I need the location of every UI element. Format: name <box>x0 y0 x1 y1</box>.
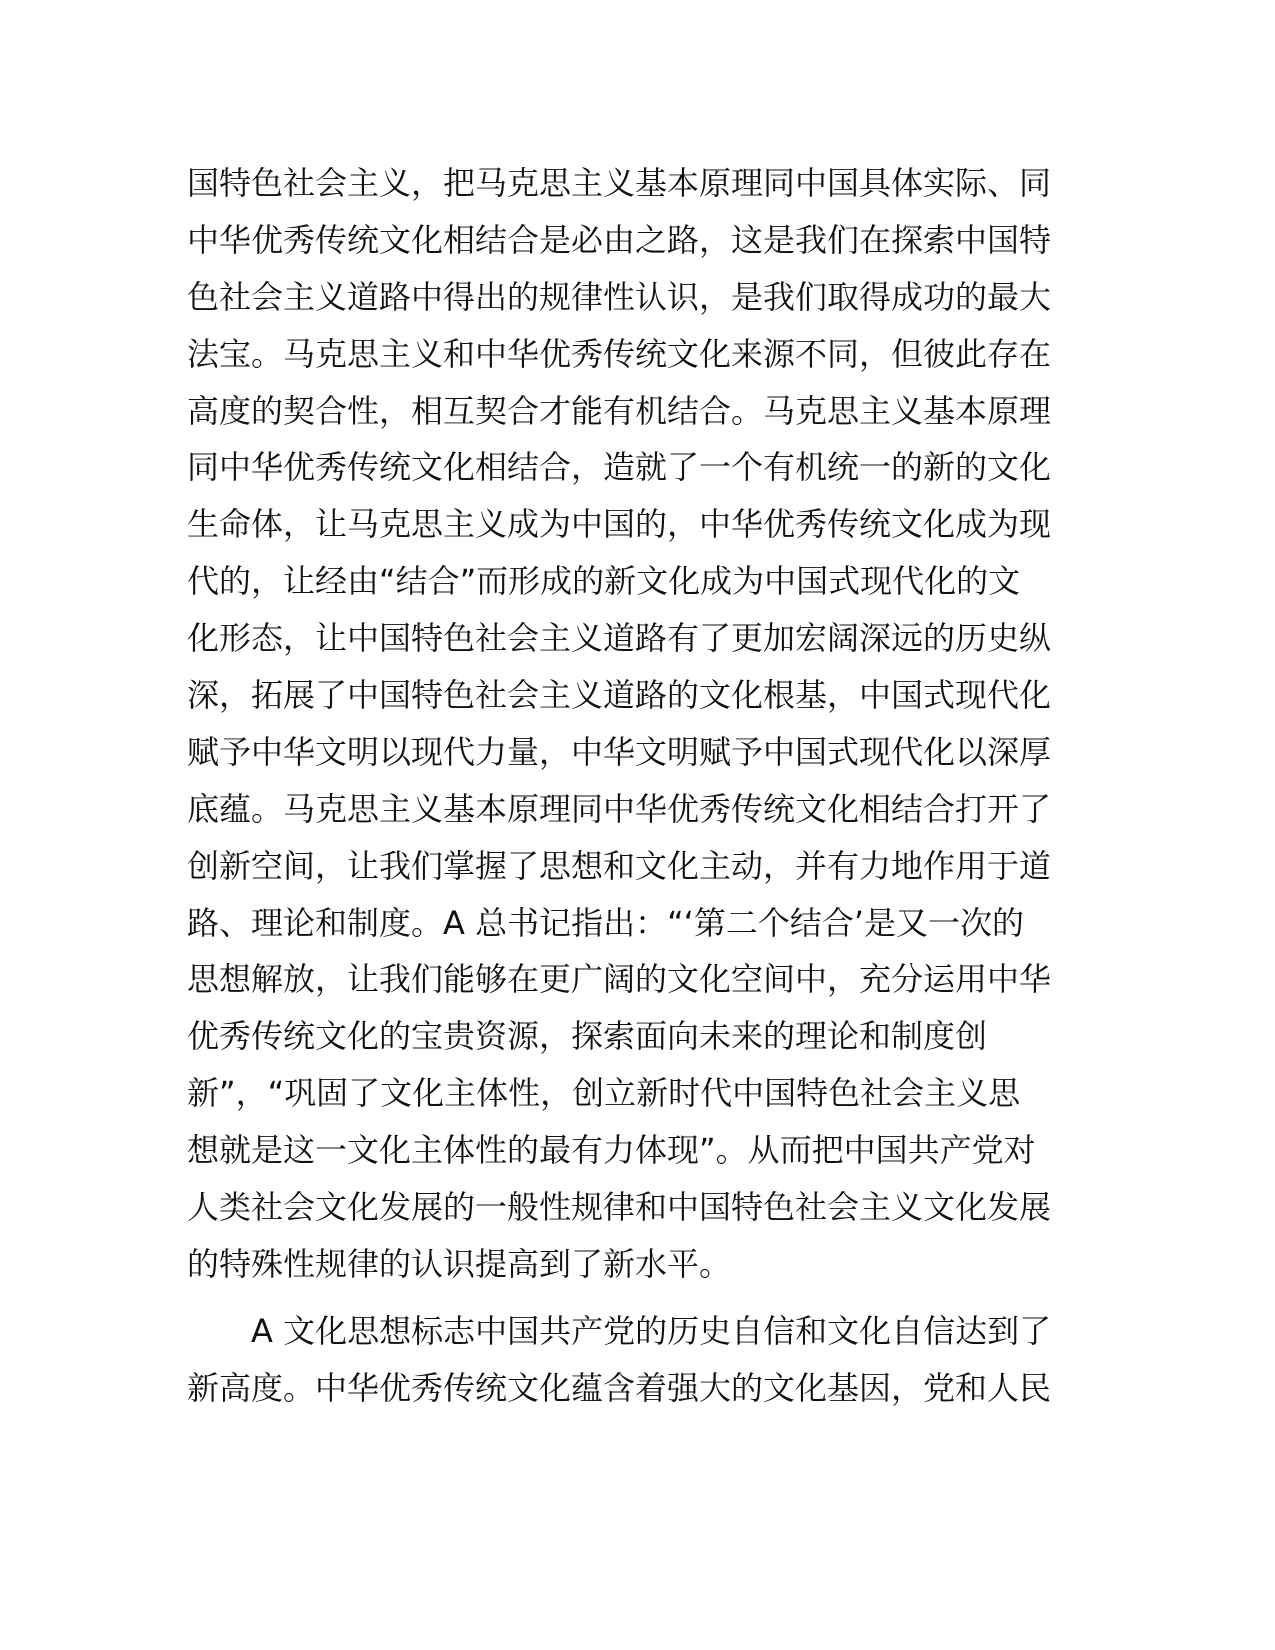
paragraph-1 <box>187 155 1087 1293</box>
text-line: A 文化思想标志中国共产党的历史自信和文化自信达到了 <box>187 1311 1052 1350</box>
text-line: 高度的契合性，相互契合才能有机结合。马克思主义基本原理 <box>187 391 1052 430</box>
text-line: 人类社会文化发展的一般性规律和中国特色社会主义文化发展 <box>187 1188 1052 1227</box>
text-line: 生命体，让马克思主义成为中国的，中华优秀传统文化成为现 <box>187 505 1052 544</box>
body-text <box>187 155 1087 1417</box>
text-line: 底蕴。马克思主义基本原理同中华优秀传统文化相结合打开了 <box>187 789 1052 828</box>
text-line: 化形态，让中国特色社会主义道路有了更加宏阔深远的历史纵 <box>187 619 1052 658</box>
text-line: 代的，让经由“结合”而形成的新文化成为中国式现代化的文 <box>187 562 1021 601</box>
text-line: 赋予中华文明以现代力量，中华文明赋予中国式现代化以深厚 <box>187 732 1052 771</box>
text-line: 深，拓展了中国特色社会主义道路的文化根基，中国式现代化 <box>187 676 1052 715</box>
text-line: 中华优秀传统文化相结合是必由之路，这是我们在探索中国特 <box>187 220 1052 259</box>
text-line: 路、理论和制度。A 总书记指出：“‘第二个结合’是又一次的 <box>187 903 1024 942</box>
text-line: 同中华优秀传统文化相结合，造就了一个有机统一的新的文化 <box>187 448 1052 487</box>
text-line: 的特殊性规律的认识提高到了新水平。 <box>187 1244 732 1283</box>
text-line: 新高度。中华优秀传统文化蕴含着强大的文化基因，党和人民 <box>187 1368 1052 1407</box>
paragraph-gap <box>187 1293 1087 1303</box>
text-line: 思想解放，让我们能够在更广阔的文化空间中，充分运用中华 <box>187 960 1052 999</box>
paragraph-2 <box>187 1303 1087 1417</box>
text-line: 想就是这一文化主体性的最有力体现”。从而把中国共产党对 <box>187 1131 1036 1170</box>
text-line: 新”，“巩固了文化主体性，创立新时代中国特色社会主义思 <box>187 1074 1021 1113</box>
text-line: 国特色社会主义，把马克思主义基本原理同中国具体实际、同 <box>187 164 1052 202</box>
text-line: 色社会主义道路中得出的规律性认识，是我们取得成功的最大 <box>187 277 1052 316</box>
text-line: 法宝。马克思主义和中华优秀传统文化来源不同，但彼此存在 <box>187 334 1052 373</box>
text-line: 优秀传统文化的宝贵资源，探索面向未来的理论和制度创 <box>187 1017 988 1056</box>
text-line: 创新空间，让我们掌握了思想和文化主动，并有力地作用于道 <box>187 846 1052 885</box>
